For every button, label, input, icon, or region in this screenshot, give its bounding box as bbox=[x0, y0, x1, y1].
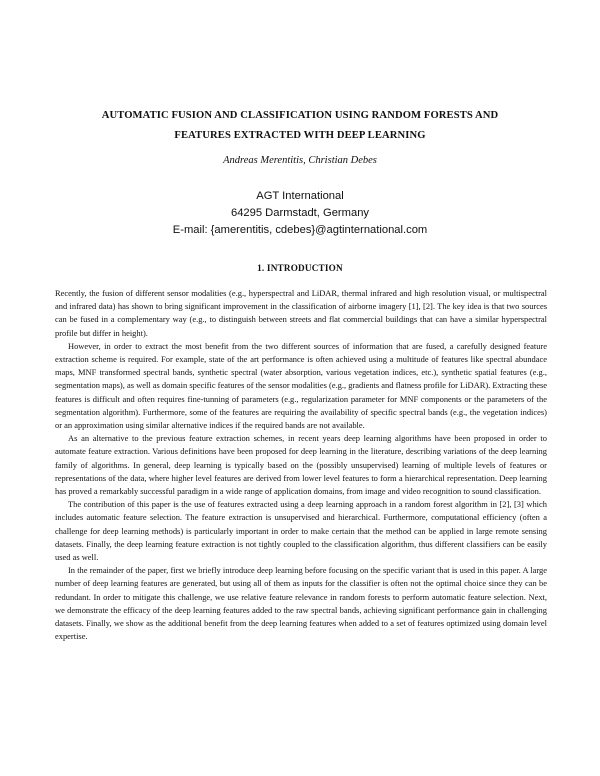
paper-title-line: FEATURES EXTRACTED WITH DEEP LEARNING bbox=[174, 130, 426, 141]
affiliation-block bbox=[60, 188, 540, 239]
introduction-body bbox=[55, 287, 547, 643]
affiliation-address: 64295 Darmstadt, Germany bbox=[230, 207, 370, 219]
paragraph: As an alternative to the previous feature extraction schemes, in recent years deep learning algorithms have been proposed in order to automate feature extraction. Various definitions have been proposed for deep learning in the literature, describing variations of the deep learning family of algorithms. In general, deep learning is typically based on the (possibly unsupervised) learning of multiple levels of features or representations of the data, where higher level features are derived from lower level features to form a hierarchical representation. Deep learning has proved a remarkably successful paradigm in a wide range of application domains, from image and video recognition to sound classification. bbox=[55, 433, 547, 497]
paper-title-line: AUTOMATIC FUSION AND CLASSIFICATION USING RANDOM FORESTS AND bbox=[101, 110, 499, 121]
affiliation-email: E-mail: {amerentitis, cdebes}@agtinternational.com bbox=[172, 224, 428, 236]
section-heading-introduction: 1. INTRODUCTION bbox=[257, 263, 343, 273]
paragraph: The contribution of this paper is the use of features extracted using a deep learning approach in a random forest algorithm in [2], [3] which includes automatic feature selection. The feature extraction is unsupervised and hierarchical. Furthermore, computational efficiency (often a challenge for deep learning methods) is particularly important in order to make certain that the method can be applied in large remote sensing datasets. Finally, the deep learning feature extraction is not tightly coupled to the classification algorithm, thus different classifiers can be easily used as well. bbox=[55, 499, 547, 563]
affiliation-org: AGT International bbox=[256, 190, 344, 202]
paper-authors: Andreas Merentitis, Christian Debes bbox=[223, 155, 377, 166]
paper-title bbox=[60, 106, 540, 146]
paragraph: In the remainder of the paper, first we briefly introduce deep learning before focusing on the specific variant that is used in this paper. A large number of deep learning features are generated, but using all of them as inputs for the classifier is often not the optimal choice since they can be redundant. In order to mitigate this challenge, we use relative feature relevance in random forests to perform automatic feature selection. Next, we demonstrate the efficacy of the deep learning features added to the raw spectral bands, achieving significant performance gain in challenging datasets. Finally, we show as the additional benefit from the deep learning features when added to a set of features optimized using domain level expertise. bbox=[55, 565, 547, 642]
paragraph: However, in order to extract the most benefit from the two different sources of information that are fused, a carefully designed feature extraction scheme is required. For example, state of the art performance is often achieved using a multitude of features like spectral abundace maps, MNF transformed spectral bands, synthetic spectral (water absorption, various vegetation indices, etc.), synthetic spatial features (e.g., segmentation maps), as well as domain specific features of the sensor modalities (e.g., gradients and flatness profile for LiDAR). Extracting these features is difficult and often requires fine-tunning of parameters (e.g., regularization parameter for MNF components or the parameters of the segmentation algorithm). Furthermore, some of the features are requiring the availability of specific spectral bands (e.g., the vegetation indices) or an approximation using similar alternative indices if the required bands are not available. bbox=[55, 340, 547, 431]
paragraph: Recently, the fusion of different sensor modalities (e.g., hyperspectral and LiDAR, thermal infrared and high resolution visual, or multispectral and infrared data) has shown to bring significant improvement in the classification of airborne imagery [1], [2]. The key idea is that two sources can be fused in a complementary way (e.g., to distinguish between streets and flat commercial buildings that can have a similar hyperspectral profile but differ in height). bbox=[55, 288, 547, 338]
